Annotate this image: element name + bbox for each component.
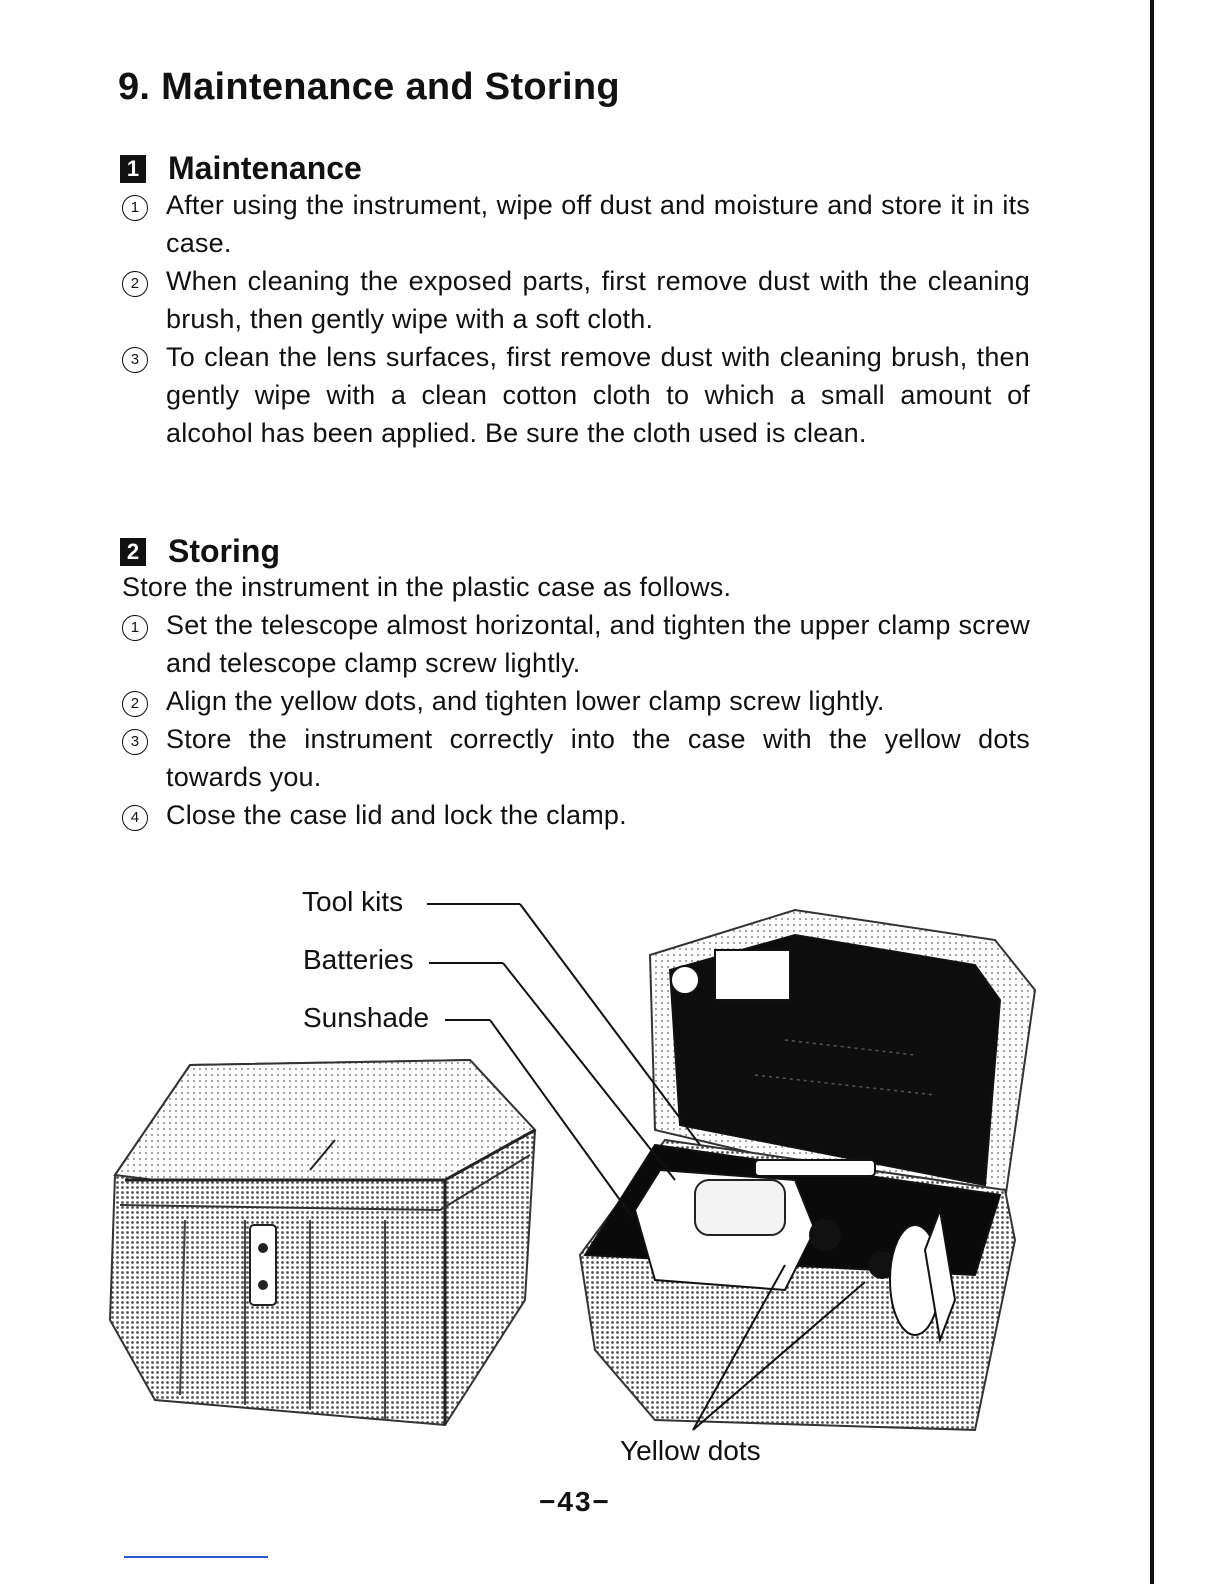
- section-heading-maintenance: [120, 150, 362, 187]
- section-heading-storing: [120, 533, 280, 570]
- storing-intro: Store the instrument in the plastic case as follows.: [122, 572, 732, 602]
- list-item: [118, 186, 1030, 262]
- step-text: Store the instrument correctly into the case with the yellow dots towards you.: [166, 724, 1030, 792]
- label-sunshade: Sunshade: [303, 1002, 430, 1033]
- circled-number: 3: [122, 347, 148, 373]
- step-text: Set the telescope almost horizontal, and tighten the upper clamp screw and telescope clamp screw lightly.: [166, 610, 1030, 678]
- section-heading-text: Storing: [168, 533, 280, 569]
- circled-number: 3: [122, 729, 148, 755]
- circled-number: 4: [122, 805, 148, 831]
- list-item: [118, 720, 1030, 796]
- circled-number: 1: [122, 195, 148, 221]
- section-number-badge: 2: [120, 538, 146, 566]
- label-batteries: Batteries: [303, 944, 414, 975]
- circled-number: 1: [122, 615, 148, 641]
- list-item: [118, 606, 1030, 682]
- carrying-case-drawing: [95, 880, 1055, 1440]
- storing-steps-list: [118, 606, 1030, 834]
- list-item: [118, 262, 1030, 338]
- page-number: −43−: [539, 1486, 611, 1517]
- open-case: [580, 910, 1035, 1430]
- step-text: To clean the lens surfaces, first remove dust with cleaning brush, then gently wipe with a clean cotton cloth to which a small amount of alcohol has been applied. Be sure the cloth used is clean.: [166, 342, 1030, 448]
- maintenance-steps-list: [118, 186, 1030, 452]
- label-tool-kits: Tool kits: [302, 886, 404, 917]
- section-heading-text: Maintenance: [168, 150, 362, 186]
- list-item: [118, 796, 1030, 834]
- circled-number: 2: [122, 691, 148, 717]
- circled-number: 2: [122, 271, 148, 297]
- closed-case: [110, 1060, 535, 1425]
- page-edge-rule: [1150, 0, 1154, 1584]
- page-title: 9. Maintenance and Storing: [118, 66, 620, 108]
- list-item: [118, 682, 1030, 720]
- list-item: [118, 338, 1030, 452]
- label-yellow-dots: Yellow dots: [620, 1435, 761, 1466]
- step-text: Align the yellow dots, and tighten lower clamp screw lightly.: [166, 686, 885, 716]
- section-number-badge: 1: [120, 155, 146, 183]
- footer-rule: [124, 1556, 268, 1558]
- step-text: After using the instrument, wipe off dust and moisture and store it in its case.: [166, 190, 1030, 258]
- step-text: When cleaning the exposed parts, first remove dust with the cleaning brush, then gently wipe with a soft cloth.: [166, 266, 1030, 334]
- step-text: Close the case lid and lock the clamp.: [166, 800, 627, 830]
- carrying-case-illustration: [95, 880, 1055, 1466]
